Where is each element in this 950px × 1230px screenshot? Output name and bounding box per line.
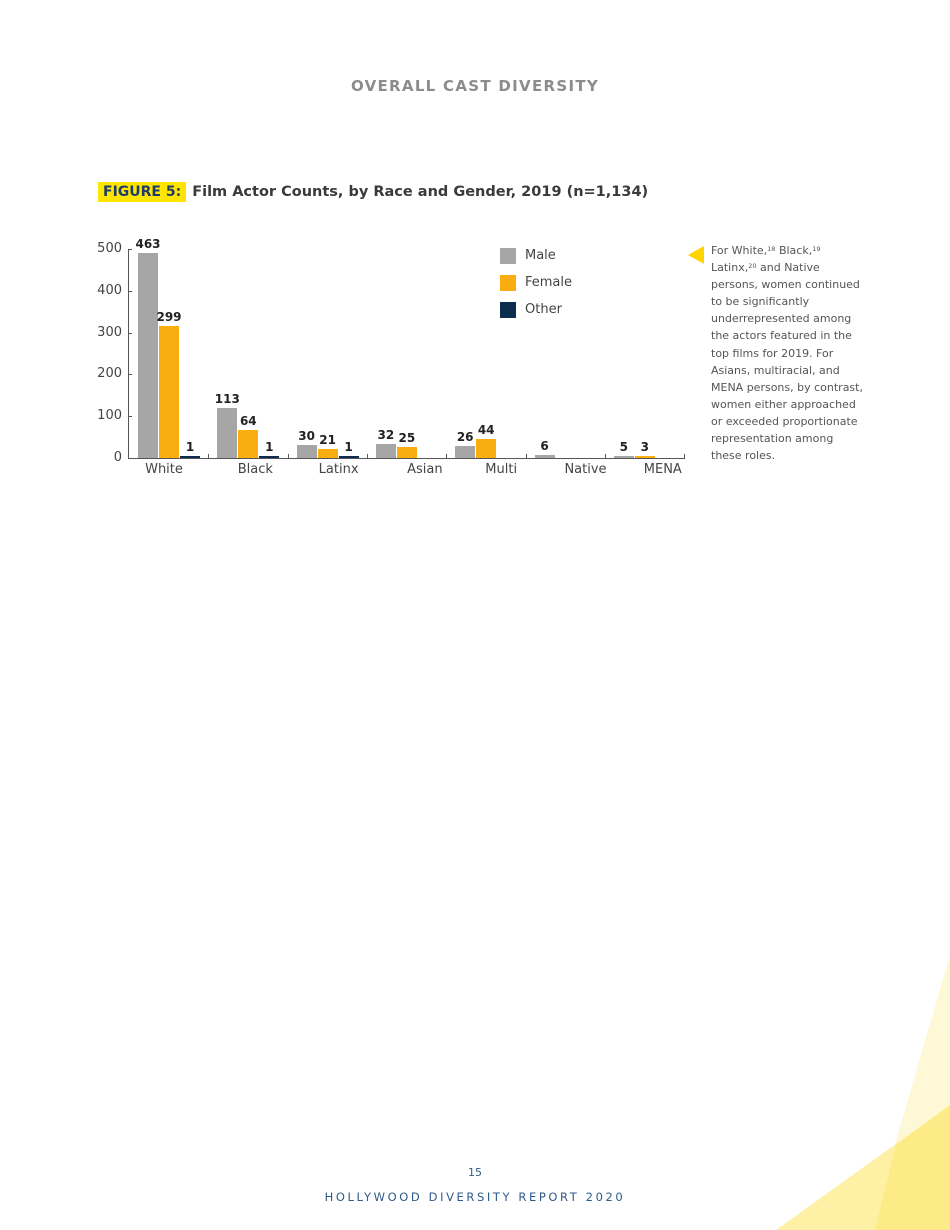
footnote-ref: 18	[767, 245, 776, 253]
note-text: Latinx,	[711, 261, 749, 275]
bar-female-multi	[476, 439, 496, 458]
triangle-pointer-icon	[688, 246, 704, 264]
bar-male-native	[535, 455, 555, 458]
footnote-ref: 19	[812, 245, 821, 253]
figure-label: FIGURE 5:	[98, 182, 186, 202]
x-tick-label: MENA	[643, 462, 682, 477]
x-tick-label: Black	[237, 462, 273, 477]
section-title: OVERALL CAST DIVERSITY	[350, 77, 600, 95]
legend-label: Female	[525, 275, 573, 290]
note-text: Black,	[775, 244, 813, 257]
bar-value-label: 5	[619, 439, 628, 454]
y-tick-mark	[128, 458, 132, 459]
x-tick-label: Asian	[407, 462, 443, 477]
bar-value-label: 463	[135, 236, 161, 251]
bar-male-latinx	[297, 445, 317, 458]
x-tick-mark	[367, 454, 368, 459]
bar-female-white	[159, 326, 179, 458]
legend-item-other	[500, 296, 572, 323]
y-tick-mark	[128, 333, 132, 334]
bar-value-label: 113	[214, 391, 240, 406]
bar-value-label: 25	[398, 430, 416, 445]
footnote-ref: 20	[748, 262, 757, 271]
note-text: and Native persons, women continued to be significantly underrepresented among the actors featured in the top films for 2019. For Asians, multiracial, and MENA persons, by contrast, women either approached or exceeded proportionate representation among these roles.	[711, 261, 863, 463]
bar-value-label: 1	[185, 440, 195, 454]
y-tick-label: 0	[113, 450, 122, 465]
page-number: 15	[468, 1166, 482, 1179]
x-tick-label: White	[145, 462, 183, 477]
note-text: For White,	[711, 244, 768, 257]
y-tick-mark	[128, 249, 132, 250]
legend-swatch-male	[500, 248, 516, 264]
bar-value-label: 3	[640, 440, 649, 454]
bar-female-asian	[397, 447, 417, 458]
bar-other-latinx	[339, 456, 359, 458]
x-tick-mark	[446, 454, 447, 459]
legend-item-female	[500, 269, 572, 296]
bar-value-label: 1	[344, 440, 353, 454]
legend-swatch-female	[500, 275, 516, 291]
bar-value-label: 44	[477, 422, 495, 437]
bar-value-label: 30	[298, 428, 315, 443]
y-tick-label: 200	[97, 366, 122, 382]
y-tick-label: 300	[97, 324, 122, 340]
bar-male-multi	[455, 446, 475, 458]
y-tick-mark	[128, 291, 132, 292]
bar-value-label: 21	[319, 432, 336, 447]
bar-value-label: 26	[456, 430, 474, 445]
x-tick-mark	[208, 454, 209, 459]
x-tick-label: Multi	[485, 462, 518, 477]
legend-swatch-other	[500, 302, 516, 318]
y-axis	[128, 249, 129, 459]
bar-male-mena	[614, 456, 634, 458]
y-tick-label: 100	[97, 408, 122, 424]
legend-label: Other	[525, 302, 562, 317]
report-footer: HOLLYWOOD DIVERSITY REPORT 2020	[324, 1190, 626, 1204]
y-tick-label: 500	[97, 241, 122, 256]
x-axis	[128, 458, 684, 459]
bar-female-mena	[635, 456, 655, 458]
legend-label: Male	[525, 248, 556, 263]
bar-value-label: 299	[156, 309, 182, 324]
bar-other-white	[180, 456, 200, 458]
y-tick-mark	[128, 374, 132, 375]
legend-item-male	[500, 242, 572, 269]
bar-value-label: 1	[265, 440, 274, 454]
x-tick-mark	[526, 454, 527, 459]
bar-value-label: 32	[377, 427, 395, 442]
x-tick-mark	[288, 454, 289, 459]
x-tick-label: Latinx	[318, 462, 359, 477]
chart-legend	[500, 242, 572, 323]
bar-value-label: 64	[239, 413, 257, 428]
x-tick-mark	[605, 454, 606, 459]
x-tick-label: Native	[564, 462, 607, 477]
y-tick-mark	[128, 416, 132, 417]
y-tick-label: 400	[97, 282, 122, 298]
figure-title: Film Actor Counts, by Race and Gender, 2019 (n=1,134)	[192, 184, 649, 200]
bar-value-label: 6	[540, 439, 549, 454]
x-tick-mark	[684, 454, 685, 459]
sidebar-note	[711, 242, 866, 464]
bar-other-black	[259, 456, 279, 458]
bar-male-asian	[376, 444, 396, 458]
bar-male-white	[138, 253, 158, 458]
